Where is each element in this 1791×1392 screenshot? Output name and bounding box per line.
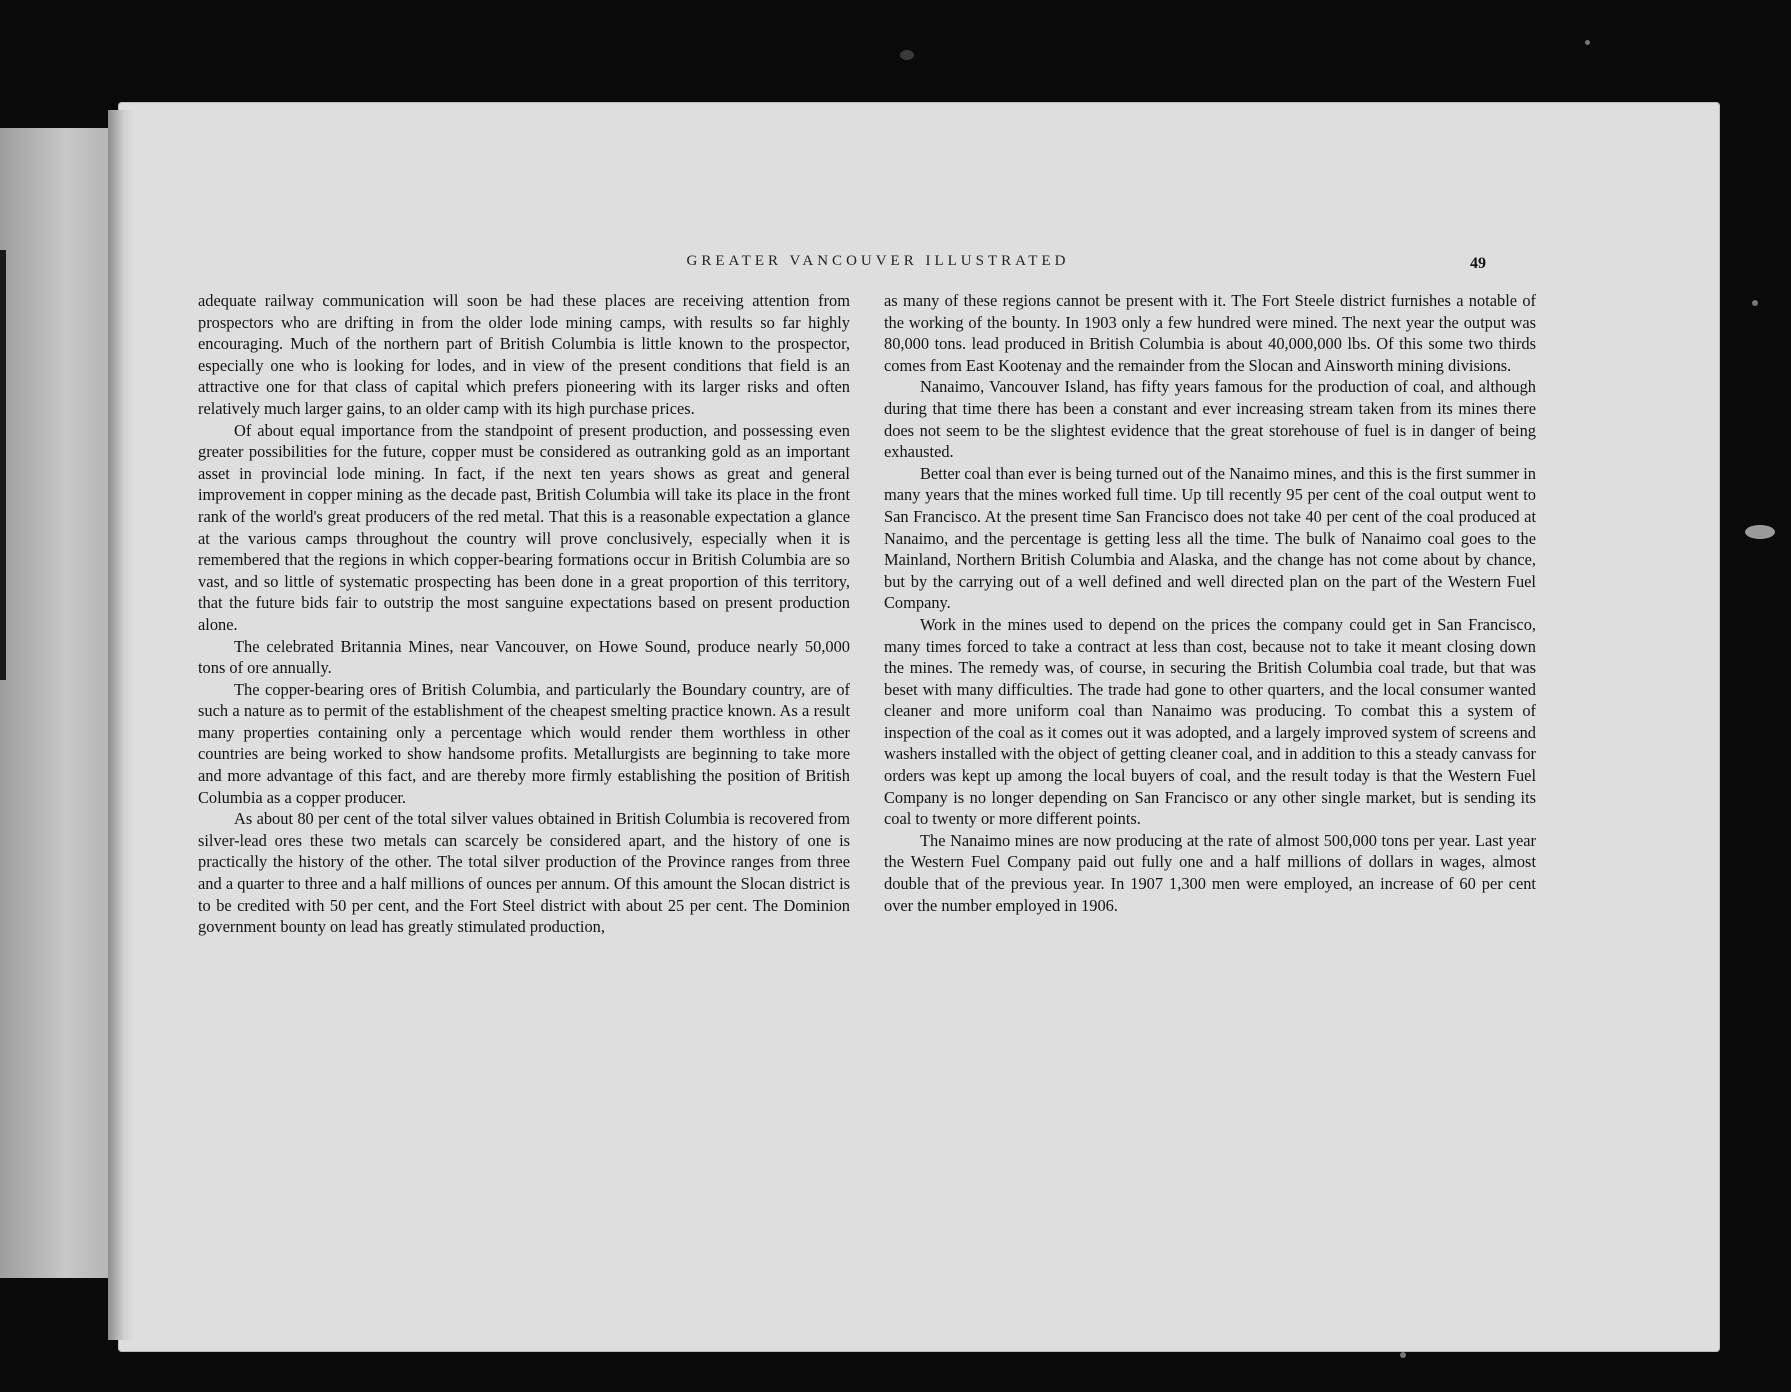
paragraph: The Nanaimo mines are now producing at the rate of almost 500,000 tons per year. Last year the Western Fuel Company paid out fully one and a half millions of dollars in wages, almost double that of the previous year. In 1907 1,300 men were employed, an increase of 60 per cent over the number employed in 1906.: [884, 830, 1536, 915]
right-column: [884, 290, 1536, 916]
paragraph: as many of these regions cannot be present with it. The Fort Steele district furnishes a notable of the working of the bounty. In 1903 only a few hundred were mined. The next year the output was 80,000 tons. lead produced in British Columbia is about 40,000,000 lbs. Of this some two thirds comes from East Kootenay and the remainder from the Slocan and Ainsworth mining divisions.: [884, 291, 1536, 375]
paragraph: Of about equal importance from the standpoint of present production, and possessing even greater possibilities for the future, copper must be considered as outranking gold as an important asset in provincial lode mining. In fact, if the next ten years shows as great and general improvement in copper mining as the decade past, British Columbia will take its place in the front rank of the world's great producers of the red metal. That this is a reasonable expectation a glance at the various camps throughout the country will prove conclusively, especially when it is remembered that the regions in which copper-bearing formations occur in British Columbia are so vast, and so little of systematic prospecting has been done in a great proportion of this territory, that the future bids fair to outstrip the most sanguine expectations based on present production alone.: [198, 420, 850, 634]
paragraph: The celebrated Britannia Mines, near Vancouver, on Howe Sound, produce nearly 50,000 tons of ore annually.: [198, 636, 850, 678]
facing-page-edge: [0, 128, 120, 1278]
scan-speck: [1745, 525, 1775, 539]
scan-speck: [1585, 40, 1590, 45]
scan-border-mark: [0, 250, 6, 680]
paragraph: Nanaimo, Vancouver Island, has fifty years famous for the production of coal, and although during that time there has been a constant and ever increasing stream taken from its mines there does not seem to be the slightest evidence that the great storehouse of fuel is in danger of being exhausted.: [884, 377, 1536, 462]
paragraph: adequate railway communication will soon be had these places are receiving attention from prospectors who are drifting in from the older lode mining camps, with results so far highly encouraging. Much of the northern part of British Columbia is little known to the prospector, especially one who is looking for lodes, and in view of the present conditions that field is an attractive one for that class of capital which prefers pioneering with its larger risks and often relatively much larger gains, to an older camp with its high purchase prices.: [198, 291, 850, 418]
scan-speck: [900, 50, 914, 60]
running-head: GREATER VANCOUVER ILLUSTRATED: [686, 253, 1070, 269]
page-number: 49: [1470, 255, 1486, 272]
paragraph: Work in the mines used to depend on the prices the company could get in San Francisco, many times forced to take a contract at less than cost, because not to take it meant closing down the mines. The remedy was, of course, in securing the British Columbia coal trade, but that was beset with many difficulties. The trade had gone to other quarters, and the local consumer wanted cleaner and more uniform coal than Nanaimo was producing. To combat this a system of inspection of the coal as it comes out it was adopted, and a largely improved system of screens and washers installed with the object of getting cleaner coal, and in addition to this a steady canvass for orders was kept up among the local buyers of coal, and the result today is that the Western Fuel Company is no longer depending on San Francisco or any other single market, but is sending its coal to twenty or more different points.: [884, 614, 1536, 829]
paragraph: Better coal than ever is being turned out of the Nanaimo mines, and this is the first summer in many years that the mines worked full time. Up till recently 95 per cent of the coal output went to San Francisco. At the present time San Francisco does not take 40 per cent of the coal produced at Nanaimo, and the percentage is getting less all the time. The bulk of Nanaimo coal goes to the Mainland, Northern British Columbia and Alaska, and the change has not come about by chance, but by the carrying out of a well defined and well directed plan on the part of the Western Fuel Company.: [884, 463, 1536, 613]
paragraph: As about 80 per cent of the total silver values obtained in British Columbia is recovered from silver-lead ores these two metals can scarcely be considered apart, and the history of one is practically the history of the other. The total silver production of the Province ranges from three and a quarter to three and a half millions of ounces per annum. Of this amount the Slocan district is to be credited with 50 per cent, and the Fort Steel district with about 25 per cent. The Dominion government bounty on lead has greatly stimulated production,: [198, 809, 850, 937]
book-gutter: [108, 110, 134, 1340]
paragraph: The copper-bearing ores of British Columbia, and particularly the Boundary country, are of such a nature as to permit of the establishment of the cheapest smelting practice known. As a result many properties containing only a percentage which would render them worthless in other countries are being worked to show handsome profits. Metallurgists are beginning to take more and more advantage of this fact, and are thereby more firmly establishing the position of British Columbia as a copper producer.: [198, 679, 850, 807]
left-column: [198, 290, 850, 938]
scan-speck: [1752, 300, 1758, 306]
scan-speck: [1400, 1352, 1406, 1358]
